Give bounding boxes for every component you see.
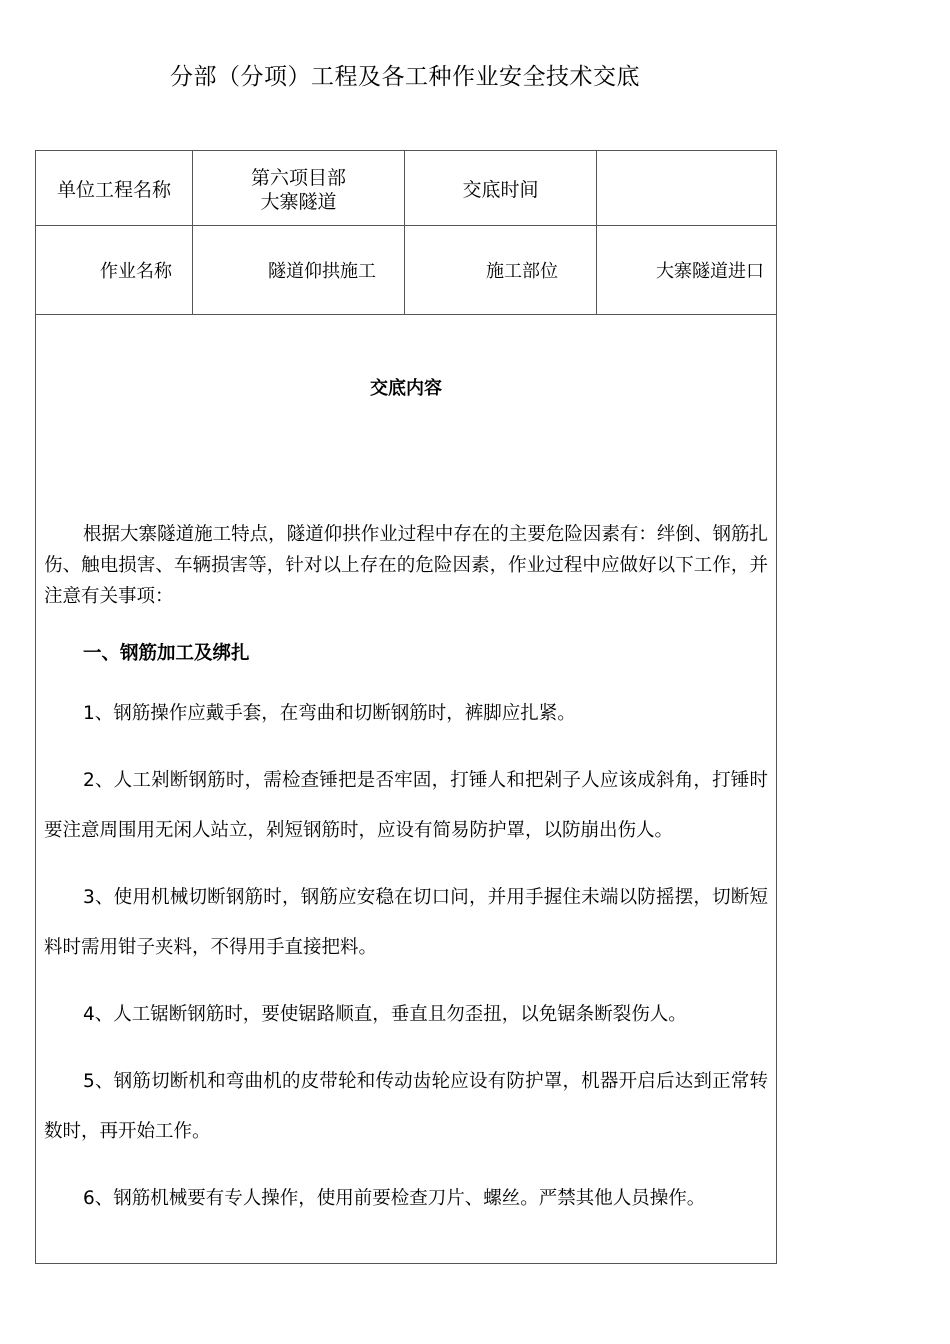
list-item: 6、钢筋机械要有专人操作，使用前要检查刀片、螺丝。严禁其他人员操作。 — [83, 1188, 706, 1209]
list-item: 3、使用机械切断钢筋时，钢筋应安稳在切口问，并用手握住未端以防摇摆，切断短料时需用钳子夹料，不得用手直接把料。 — [44, 887, 768, 958]
unit-name-value — [193, 151, 405, 226]
construction-site-label: 施工部位 — [405, 226, 597, 315]
unit-name-value-line2: 大寨隧道 — [260, 191, 337, 213]
disclosure-time-value — [597, 151, 777, 226]
content-heading: 交底内容 — [370, 378, 442, 399]
form-row-unit — [36, 151, 777, 226]
disclosure-form-table — [35, 150, 777, 1264]
disclosure-time-label: 交底时间 — [405, 151, 597, 226]
unit-name-label: 单位工程名称 — [36, 151, 193, 226]
form-row-content — [36, 315, 777, 1264]
disclosure-content-cell — [36, 315, 777, 1264]
work-name-label: 作业名称 — [36, 226, 193, 315]
intro-paragraph: 根据大寨隧道施工特点，隧道仰拱作业过程中存在的主要危险因素有：绊倒、钢筋扎伤、触电损害、车辆损害等，针对以上存在的危险因素，作业过程中应做好以下工作，并注意有关事项： — [44, 524, 768, 607]
unit-name-value-line1: 第六项目部 — [250, 167, 346, 189]
section-title-rebar: 一、钢筋加工及绑扎 — [83, 643, 250, 664]
disclosure-content — [36, 373, 776, 1224]
construction-site-value: 大寨隧道进口 — [597, 226, 777, 315]
work-name-value: 隧道仰拱施工 — [193, 226, 405, 315]
form-row-work — [36, 226, 777, 315]
document-title: 分部（分项）工程及各工种作业安全技术交底 — [170, 64, 640, 90]
list-item: 5、钢筋切断机和弯曲机的皮带轮和传动齿轮应设有防护罩，机器开启后达到正常转数时，再开始工作。 — [44, 1071, 768, 1142]
list-item: 1、钢筋操作应戴手套，在弯曲和切断钢筋时，裤脚应扎紧。 — [83, 703, 576, 724]
list-item: 4、人工锯断钢筋时，要使锯路顺直，垂直且勿歪扭，以免锯条断裂伤人。 — [83, 1004, 687, 1025]
list-item: 2、人工剁断钢筋时，需检查锤把是否牢固，打锤人和把剁子人应该成斜角，打锤时要注意周围用无闲人站立，剁短钢筋时，应设有简易防护罩，以防崩出伤人。 — [44, 770, 768, 841]
